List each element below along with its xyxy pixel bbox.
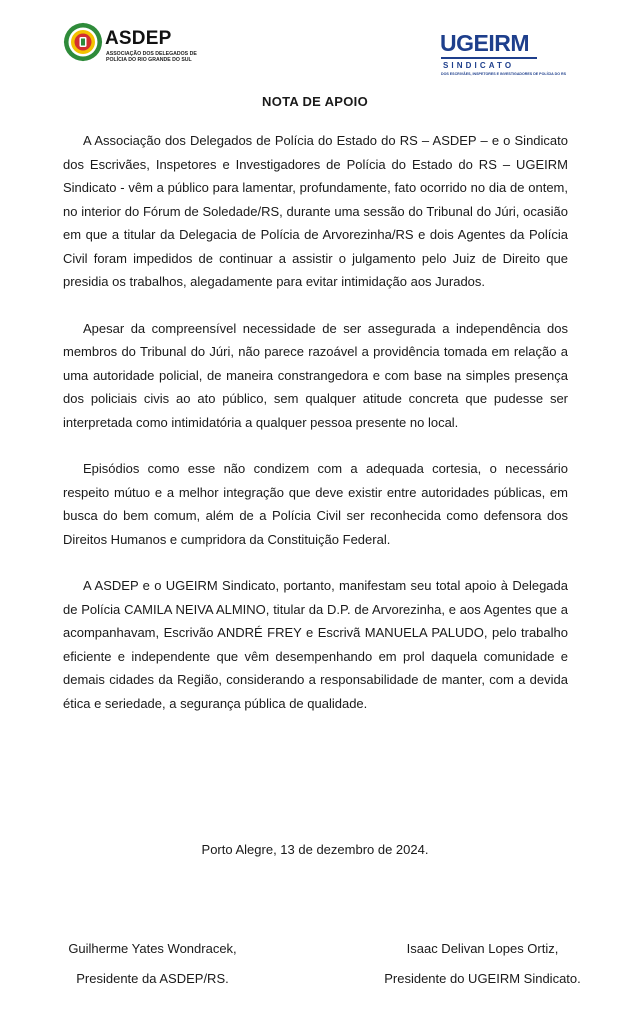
asdep-logo bbox=[63, 22, 213, 66]
paragraph: Apesar da compreensível necessidade de ser assegurada a independência dos membros do Tribunal do Júri, não parece razoável a providência tomada em relação a uma autoridade policial, de maneira constrangedora e com base na simples presença dos policiais civis ao ato público, sem qualquer atitude concreta que pudesse ser interpretada como intimidatória a qualquer pessoa presente no local. bbox=[63, 320, 568, 430]
signature-block-asdep bbox=[50, 934, 255, 994]
document-date: Porto Alegre, 13 de dezembro de 2024. bbox=[201, 842, 429, 857]
ugeirm-logo bbox=[440, 30, 567, 76]
asdep-subtitle-line1: ASSOCIAÇÃO DOS DELEGADOS DE bbox=[106, 51, 197, 57]
signatory-name: Guilherme Yates Wondracek, bbox=[68, 941, 237, 956]
asdep-name: ASDEP bbox=[105, 28, 172, 49]
ugeirm-subtitle: DOS ESCRIVÃES, INSPETORES E INVESTIGADORES DE POLÍCIA DO RS bbox=[441, 72, 567, 76]
asdep-subtitle bbox=[106, 51, 216, 63]
asdep-subtitle-line2: POLÍCIA DO RIO GRANDE DO SUL bbox=[106, 57, 192, 63]
ugeirm-name: UGEIRM bbox=[440, 30, 529, 56]
signatory-name: Isaac Delivan Lopes Ortiz, bbox=[406, 941, 559, 956]
ugeirm-rule bbox=[441, 57, 537, 59]
signatory-role: Presidente do UGEIRM Sindicato. bbox=[384, 971, 581, 986]
letterhead bbox=[0, 22, 630, 78]
paragraph: A Associação dos Delegados de Polícia do Estado do RS – ASDEP – e o Sindicato dos Escrivães, Inspetores e Investigadores de Polícia do Estado do RS – UGEIRM Sindicato - vêm a público para lamentar, profundamente, fato ocorrido no dia de ontem, no interior do Fórum de Soledade/RS, durante uma sessão do Tribunal do Júri, ocasião em que a titular da Delegacia de Polícia de Arvorezinha/RS e dois Agentes da Polícia Civil foram impedidos de continuar a assistir o julgamento pelo Juiz de Direito que presidia os trabalhos, alegadamente para evitar intimidação aos Jurados. bbox=[63, 133, 568, 289]
ugeirm-sindicato: SINDICATO bbox=[443, 61, 515, 70]
asdep-emblem-icon bbox=[63, 22, 103, 62]
paragraph: Episódios como esse não condizem com a adequada cortesia, o necessário respeito mútuo e a melhor integração que deve existir entre autoridades públicas, em busca do bem comum, além de a Polícia Civil ser reconhecida como defensora dos Direitos Humanos e cumpridora da Constituição Federal. bbox=[63, 461, 568, 547]
paragraph: A ASDEP e o UGEIRM Sindicato, portanto, manifestam seu total apoio à Delegada de Polícia CAMILA NEIVA ALMINO, titular da D.P. de Arvorezinha, e aos Agentes que a acompanhavam, Escrivão ANDRÉ FREY e Escrivã MANUELA PALUDO, pelo trabalho eficiente e independente que vêm desempenhando em prol daquela comunidade e demais cidades da Região, considerando a responsabilidade de manter, com a devida ética e seriedade, a segurança pública de qualidade. bbox=[63, 578, 568, 711]
document-body bbox=[63, 129, 568, 738]
signatory-role: Presidente da ASDEP/RS. bbox=[76, 971, 229, 986]
document-title: NOTA DE APOIO bbox=[262, 94, 368, 109]
signature-block-ugeirm bbox=[370, 934, 595, 994]
